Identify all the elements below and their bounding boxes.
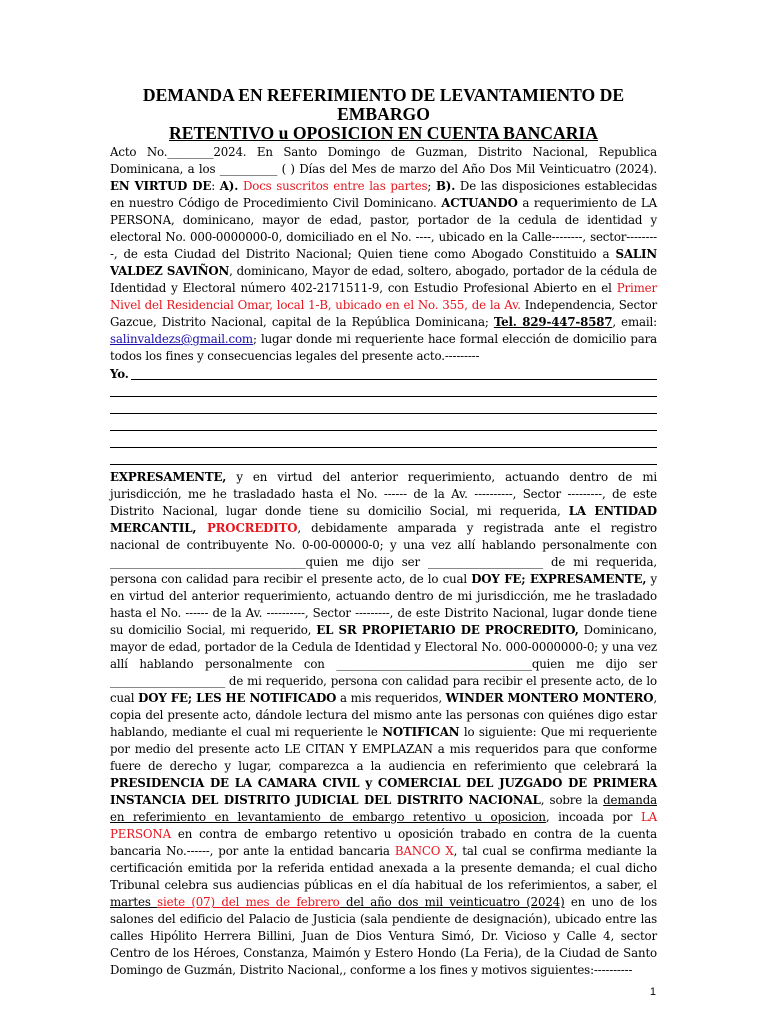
phone-number: Tel. 829-447-8587 (493, 315, 613, 329)
blank-line (110, 383, 657, 400)
text: : (211, 179, 220, 193)
court-name: PRESIDENCIA DE LA CAMARA CIVIL y COMERCIAL DEL JUZGADO DE PRIMERA INSTANCIA DEL DISTRITO JUDICIAL DEL DISTRITO NACIONAL (110, 776, 657, 807)
blank-line (110, 451, 657, 468)
office-address: Primer Nivel del Residencial Omar, local 1-B, ubicado en el No. 355, de la Av. (110, 281, 657, 312)
bold-text: EL SR PROPIETARIO DE PROCREDITO, (316, 623, 579, 637)
document-page (110, 86, 657, 979)
text: lo siguiente: Que mi requeriente por medio del presente acto LE CITAN Y EMPLAZAN a mis requeridos para que conforme fuere de derecho y lugar, comparezca a la audiencia en referimiento que celebrará la (110, 725, 658, 773)
paragraph-1 (110, 144, 657, 365)
bold-text: LA ENTIDAD MERCANTIL, (110, 504, 657, 535)
blank-line (110, 434, 657, 451)
yo-label: Yo. (110, 367, 129, 381)
paragraph-2 (110, 469, 657, 979)
text: Dominicano, mayor de edad, portador de la Cedula de Identidad y Electoral No. 000-0000000-0; y una vez allí hablando personalmente con __________________________________quien me dijo ser ____________________ de mi requerido, persona con calidad para recibir el presente acto, de lo cual (110, 623, 657, 705)
attorney-name: SALIN VALDEZ SAVIÑON (110, 247, 657, 278)
bold-text: B). (435, 179, 456, 193)
yo-line (110, 366, 657, 383)
document-title (110, 86, 657, 143)
text: a requerimiento de LA PERSONA, dominicano, mayor de edad, pastor, portador de la cedula de identidad y electoral No. 000-0000000-0, domiciliado en el No. ----, ubicado en la Calle--------, sector---------, de esta Ciudad del Distrito Nacional; Quien tiene como Abogado Constituido a (110, 196, 657, 261)
text: Independencia, Sector Gazcue, Distrito Nacional, capital de la República Dominicana; (110, 298, 657, 329)
bold-text: NOTIFICAN (382, 725, 460, 739)
page-number: 1 (649, 986, 656, 998)
title-line-1: DEMANDA EN REFERIMIENTO DE LEVANTAMIENTO DE EMBARGO (142, 85, 625, 124)
underlined-text: demanda en referimiento en levantamiento de embargo retentivo u oposicion (110, 793, 657, 824)
underlined-text: del año dos mil veinticuatro (2024) (339, 895, 565, 909)
underlined-text: martes (110, 895, 158, 909)
text: ; (427, 179, 436, 193)
text: , copia del presente acto, dándole lectura del mismo ante las personas con quiénes digo estar hablando, mediante el cual mi requeriente le (110, 691, 657, 739)
blank-line (110, 417, 657, 434)
blank-line (110, 400, 657, 417)
text: , tal cual se confirma mediante la certificación emitida por la referida entidad anexada a la presente demanda; el cual dicho Tribunal celebra sus audiencias públicas en el día habitual de los referimientos, a saber, el (110, 844, 658, 892)
text: , incoada por (545, 810, 641, 824)
text: y en virtud del anterior requerimiento, actuando dentro de mi jurisdicción, me he trasladado hasta el No. ------ de la Av. ----------, Sector ---------, de este Distrito Nacional, lugar donde tiene su domicilio Social, mi requerida, (110, 470, 657, 518)
company-name: PROCREDITO (206, 521, 298, 535)
text: ; lugar donde mi requeriente hace formal elección de domicilio para todos los fines y consecuencias legales del presente acto.--------- (110, 332, 657, 363)
text: en uno de los salones del edificio del Palacio de Justicia (sala pendiente de designación), ubicado entre las calles Hipólito Herrera Billini, Juan de Dios Ventura Simó, Dr. Vicioso y Calle 4, sector Centro de los Héroes, Constanza, Maimón y Estero Hondo (La Feria), de la Ciudad de Santo Domingo de Guzmán, Distrito Nacional,, conforme a los fines y motivos siguientes:---------- (110, 895, 657, 977)
email-link[interactable]: salinvaldezs@gmail.com (110, 332, 253, 346)
text: , email: (612, 315, 657, 329)
highlighted-text: LA PERSONA (110, 810, 657, 841)
text: , dominicano, Mayor de edad, soltero, abogado, portador de la cédula de Identidad y Electoral número 402-2171511-9, con Estudio Profesional Abierto en el (110, 264, 657, 295)
text: Acto No.________2024. En Santo Domingo de Guzman, Distrito Nacional, Republica Dominicana, a los __________ ( ) Días del Mes de marzo del Año Dos Mil Veinticuatro (2024). (110, 145, 657, 176)
bank-name: BANCO X (394, 844, 454, 858)
blank-line (131, 367, 657, 380)
highlighted-text: Docs suscritos entre las partes (242, 179, 428, 193)
bold-text: ACTUANDO (441, 196, 518, 210)
text: , sobre la (540, 793, 604, 807)
text: De las disposiciones establecidas en nuestro Código de Procedimiento Civil Dominicano. (110, 179, 658, 210)
bold-text: DOY FE; EXPRESAMENTE, (471, 572, 647, 586)
title-line-2: RETENTIVO u OPOSICION EN CUENTA BANCARIA (169, 123, 598, 143)
hearing-date: siete (07) del mes de febrero (157, 895, 340, 909)
bold-text: WINDER MONTERO MONTERO (445, 691, 654, 705)
text: , debidamente amparada y registrada ante el registro nacional de contribuyente No. 0-00-00000-0; y una vez allí hablando personalmente con __________________________________quien me dijo ser ____________________ de mi requerida, persona con calidad para recibir el presente acto, de lo cual (110, 521, 657, 586)
bold-text: A). (219, 179, 239, 193)
bold-text: EXPRESAMENTE, (110, 470, 227, 484)
text: y en virtud del anterior requerimiento, actuando dentro de mi jurisdicción, me he trasladado hasta el No. ------ de la Av. ----------, Sector ---------, de este Distrito Nacional, lugar donde tiene su domicilio Social, mi requerido, (110, 572, 657, 637)
bold-text: EN VIRTUD DE (110, 179, 212, 193)
bold-text: DOY FE; LES HE NOTIFICADO (138, 691, 337, 705)
text: en contra de embargo retentivo u oposición trabado en contra de la cuenta bancaria No.------, por ante la entidad bancaria (110, 827, 657, 858)
text: a mis requeridos, (336, 691, 446, 705)
